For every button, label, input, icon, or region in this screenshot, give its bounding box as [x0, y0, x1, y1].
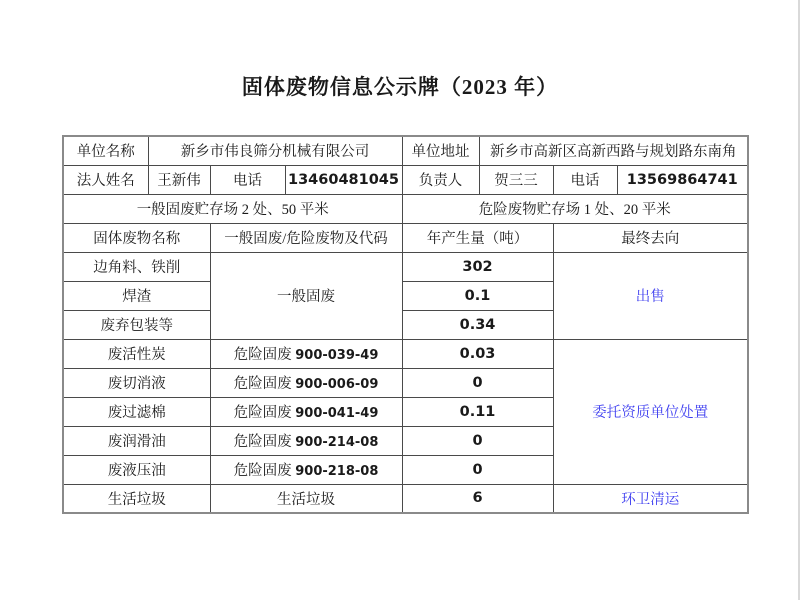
waste-name-cell: 生活垃圾: [63, 484, 210, 513]
waste-amount-header-cell: 年产生量（吨）: [402, 223, 553, 252]
waste-category-header-cell: 一般固废/危险废物及代码: [210, 223, 402, 252]
manager-label-cell: 负责人: [402, 165, 479, 194]
unit-address-label-cell: 单位地址: [402, 136, 479, 165]
waste-name-cell: 废弃包装等: [63, 310, 210, 339]
waste-category-cell: 生活垃圾: [210, 484, 402, 513]
manager-name-value-cell: 贺三三: [479, 165, 553, 194]
legal-name-value-cell: 王新伟: [148, 165, 210, 194]
unit-name-label-cell: 单位名称: [63, 136, 148, 165]
waste-name-cell: 废液压油: [63, 455, 210, 484]
waste-amount-cell: 0.11: [402, 397, 553, 426]
waste-name-cell: 废润滑油: [63, 426, 210, 455]
waste-amount-cell: 0: [402, 426, 553, 455]
waste-name-cell: 废活性炭: [63, 339, 210, 368]
manager-phone-label-cell: 电话: [553, 165, 617, 194]
page-title: 固体废物信息公示牌（2023 年）: [241, 75, 559, 99]
storage-row: [63, 194, 748, 223]
waste-row: [63, 252, 748, 281]
legal-phone-value-cell: 13460481045: [285, 165, 402, 194]
waste-amount-cell: 0.1: [402, 281, 553, 310]
waste-header-row: [63, 223, 748, 252]
waste-amount-cell: 0: [402, 368, 553, 397]
waste-destination-header-cell: 最终去向: [553, 223, 748, 252]
waste-amount-cell: 0.34: [402, 310, 553, 339]
waste-category-cell: 危险固废 900-214-08: [210, 426, 402, 455]
waste-amount-cell: 0.03: [402, 339, 553, 368]
waste-name-cell: 废过滤棉: [63, 397, 210, 426]
waste-category-cell: 危险固废 900-218-08: [210, 455, 402, 484]
waste-row: [63, 339, 748, 368]
unit-name-value-cell: 新乡市伟良筛分机械有限公司: [148, 136, 402, 165]
waste-name-cell: 焊渣: [63, 281, 210, 310]
hazardous-storage-cell: 危险废物贮存场 1 处、20 平米: [402, 194, 748, 223]
legal-phone-label-cell: 电话: [210, 165, 285, 194]
waste-category-cell: 危险固废 900-039-49: [210, 339, 402, 368]
waste-category-cell: 危险固废 900-041-49: [210, 397, 402, 426]
company-name-row: [63, 136, 748, 165]
waste-destination-cell: 环卫清运: [553, 484, 748, 513]
waste-name-cell: 废切消液: [63, 368, 210, 397]
solid-waste-notice-table: [62, 135, 749, 514]
waste-amount-cell: 302: [402, 252, 553, 281]
contacts-row: [63, 165, 748, 194]
waste-amount-cell: 6: [402, 484, 553, 513]
manager-phone-value-cell: 13569864741: [617, 165, 748, 194]
waste-amount-cell: 0: [402, 455, 553, 484]
waste-destination-cell: 委托资质单位处置: [553, 339, 748, 484]
waste-destination-cell: 出售: [553, 252, 748, 339]
waste-category-cell: 危险固废 900-006-09: [210, 368, 402, 397]
general-storage-cell: 一般固废贮存场 2 处、50 平米: [63, 194, 402, 223]
waste-name-cell: 边角料、铁削: [63, 252, 210, 281]
unit-address-value-cell: 新乡市高新区高新西路与规划路东南角: [479, 136, 748, 165]
waste-category-cell: 一般固废: [210, 252, 402, 339]
waste-name-header-cell: 固体废物名称: [63, 223, 210, 252]
waste-row: [63, 484, 748, 513]
legal-name-label-cell: 法人姓名: [63, 165, 148, 194]
